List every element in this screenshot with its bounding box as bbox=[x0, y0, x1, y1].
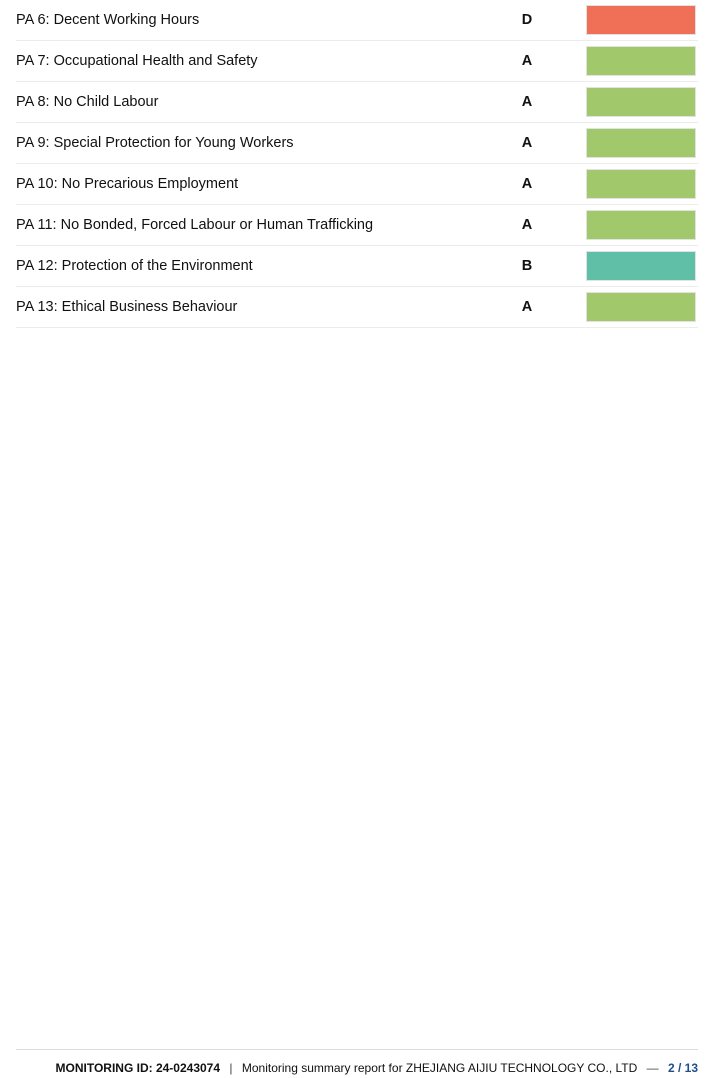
performance-area-table bbox=[16, 0, 698, 328]
performance-area-label: PA 13: Ethical Business Behaviour bbox=[16, 299, 238, 315]
grade-value: D bbox=[521, 12, 533, 28]
grade-color-swatch bbox=[586, 292, 696, 322]
table-row bbox=[16, 82, 698, 123]
performance-area-label: PA 8: No Child Labour bbox=[16, 94, 159, 110]
footer-dash: — bbox=[646, 1061, 659, 1075]
grade-color-swatch bbox=[586, 46, 696, 76]
table-row bbox=[16, 41, 698, 82]
page-number: 2 / 13 bbox=[667, 1061, 698, 1075]
monitoring-id: MONITORING ID: 24-0243074 bbox=[55, 1061, 221, 1075]
grade-color-swatch bbox=[586, 169, 696, 199]
table-row bbox=[16, 0, 698, 41]
footer-separator: | bbox=[229, 1061, 233, 1075]
performance-area-label: PA 7: Occupational Health and Safety bbox=[16, 53, 258, 69]
table-row bbox=[16, 287, 698, 328]
performance-area-label: PA 9: Special Protection for Young Workers bbox=[16, 135, 294, 151]
grade-color-swatch bbox=[586, 210, 696, 240]
table-row bbox=[16, 164, 698, 205]
grade-color-swatch bbox=[586, 5, 696, 35]
grade-color-swatch bbox=[586, 87, 696, 117]
grade-color-swatch bbox=[586, 251, 696, 281]
performance-area-label: PA 12: Protection of the Environment bbox=[16, 258, 253, 274]
grade-value: A bbox=[521, 135, 533, 151]
table-row bbox=[16, 246, 698, 287]
grade-value: A bbox=[521, 53, 533, 69]
page-footer bbox=[16, 1049, 698, 1075]
grade-value: A bbox=[521, 299, 533, 315]
performance-area-label: PA 6: Decent Working Hours bbox=[16, 12, 200, 28]
performance-area-label: PA 11: No Bonded, Forced Labour or Human Trafficking bbox=[16, 217, 374, 233]
grade-color-swatch bbox=[586, 128, 696, 158]
grade-value: A bbox=[521, 217, 533, 233]
grade-value: B bbox=[521, 258, 533, 274]
footer-line bbox=[56, 1060, 698, 1076]
grade-value: A bbox=[521, 94, 533, 110]
report-description: Monitoring summary report for ZHEJIANG AIJIU TECHNOLOGY CO., LTD bbox=[241, 1061, 638, 1075]
table-row bbox=[16, 205, 698, 246]
table-row bbox=[16, 123, 698, 164]
grade-value: A bbox=[521, 176, 533, 192]
performance-area-label: PA 10: No Precarious Employment bbox=[16, 176, 239, 192]
